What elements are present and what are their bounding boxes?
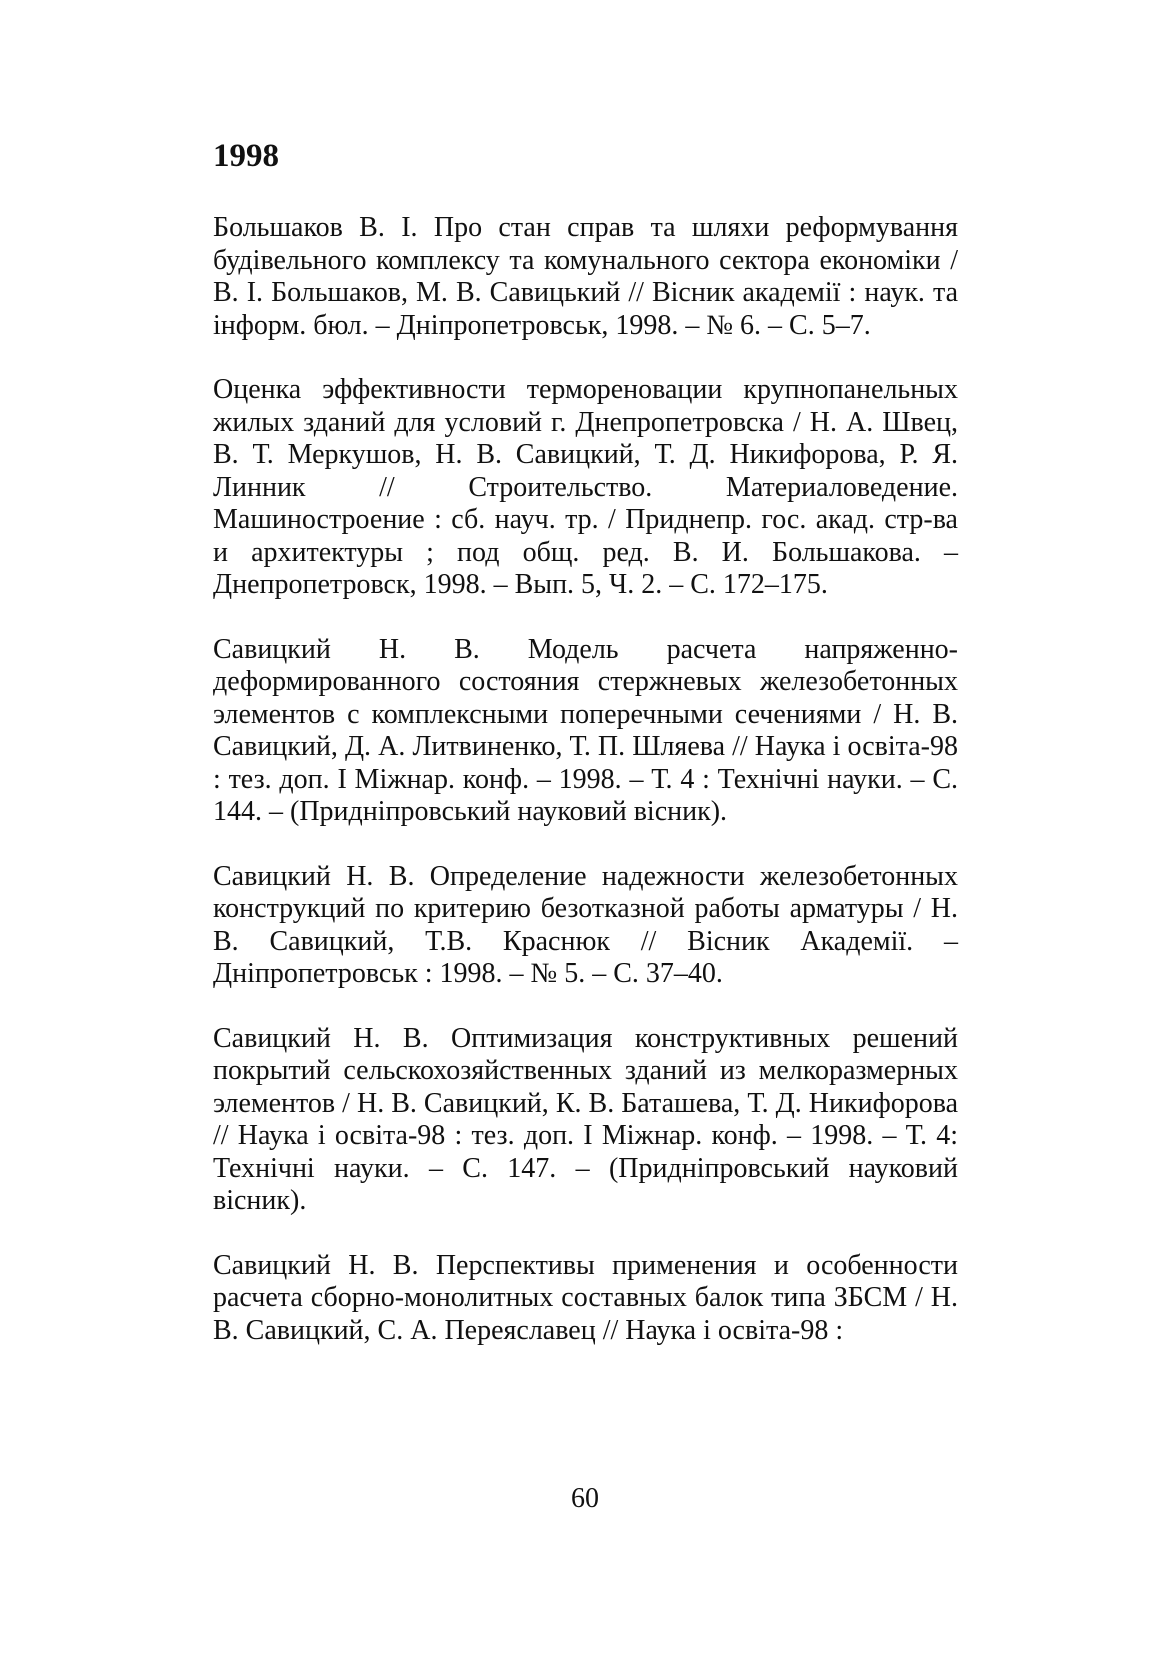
page-number: 60 bbox=[571, 1483, 599, 1514]
bibliography-entry: Оценка эффективности термореновации крупнопанельных жилых зданий для условий г. Днепропетровска / Н. А. Швец, В. Т. Меркушов, Н. В. Савицкий, Т. Д. Никифорова, Р. Я. Линник // Строительство. Материаловедение. Машиностроение : сб. науч. тр. / Приднепр. гос. акад. стр-ва и архитектуры ; под общ. ред. В. И. Большакова. – Днепропетровск, 1998. – Вып. 5, Ч. 2. – С. 172–175. bbox=[213, 374, 958, 600]
bibliography-entry: Савицкий Н. В. Модель расчета напряженно-деформированного состояния стержневых железобетонных элементов с комплексными поперечными сечениями / Н. В. Савицкий, Д. А. Литвиненко, Т. П. Шляева // Наука і освіта-98 : тез. доп. I Міжнар. конф. – 1998. – Т. 4 : Технічні науки. – С. 144. – (Придніпровський науковий вісник). bbox=[213, 633, 958, 827]
bibliography-entry: Савицкий Н. В. Оптимизация конструктивных решений покрытий сельскохозяйственных зданий из мелкоразмерных элементов / Н. В. Савицкий, К. В. Баташева, Т. Д. Никифорова // Наука і освіта-98 : тез. доп. I Міжнар. конф. – 1998. – Т. 4: Технічні науки. – С. 147. – (Придніпровський науковий вісник). bbox=[213, 1022, 958, 1216]
bibliography-entry: Большаков В. І. Про стан справ та шляхи реформування будівельного комплексу та комунального сектора економіки / В. І. Большаков, М. В. Савицький // Вісник академії : наук. та інформ. бюл. – Дніпропетровськ, 1998. – № 6. – С. 5–7. bbox=[213, 212, 958, 341]
bibliography-entry: Савицкий Н. В. Перспективы применения и особенности расчета сборно-монолитных составных балок типа ЗБСМ / Н. В. Савицкий, С. А. Переяславец // Наука і освіта-98 : bbox=[213, 1249, 958, 1346]
bibliography-list bbox=[213, 212, 958, 1379]
bibliography-entry: Савицкий Н. В. Определение надежности железобетонных конструкций по критерию безотказной работы арматуры / Н. В. Савицкий, Т.В. Краснюк // Вісник Академії. – Дніпропетровськ : 1998. – № 5. – С. 37–40. bbox=[213, 860, 958, 989]
year-heading: 1998 bbox=[213, 138, 279, 174]
